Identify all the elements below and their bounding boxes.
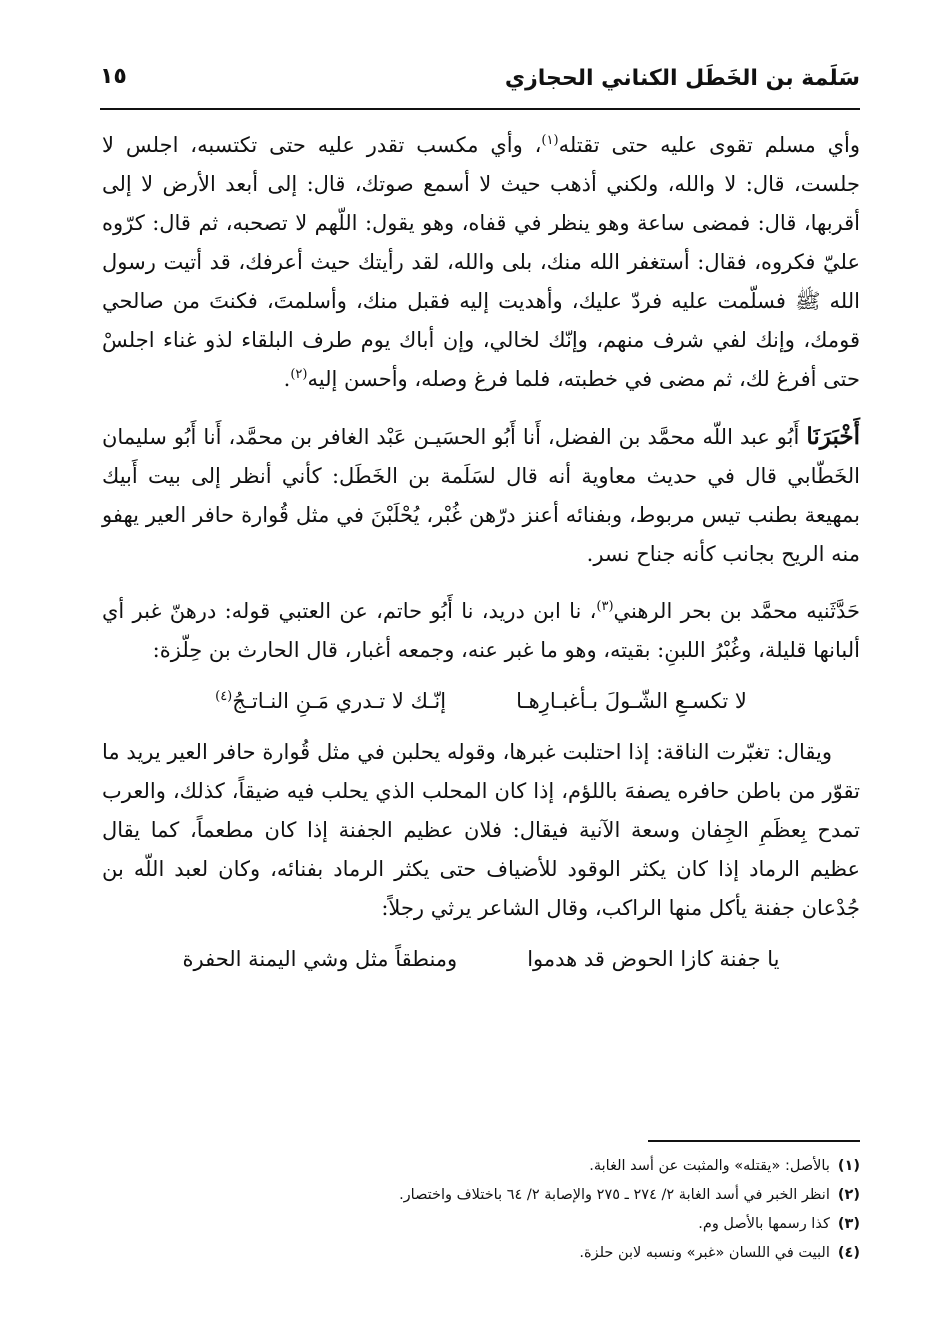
paragraph-3 [102, 592, 860, 670]
main-text [102, 126, 860, 991]
verse-1 [102, 682, 860, 721]
footnote-1 [150, 1152, 860, 1181]
verse-2-first-hemistich: يا جفنة كازا الحوض قد هدموا [527, 947, 780, 971]
paragraph-1 [102, 126, 860, 399]
paragraph-1-end: . [283, 367, 291, 391]
footnote-2-text: انظر الخبر في أسد الغابة ٢/ ٢٧٤ ـ ٢٧٥ والإصابة ٢/ ٦٤ باختلاف واختصار. [399, 1187, 830, 1203]
paragraph-4: ويقال: تغبّرت الناقة: إذا احتلبت غبرها، وقوله يحلبن في مثل قُوارة حافر العير يريد ما تقوّر من باطن حافره يصفهَ باللؤم، إذا كان المحلب الذي يحلب فيه ضيقاً، كذلك، والعرب تمدح بِعظَمِ الجِفان وسعة الآنية فيقال: فلان عظيم الجفنة إذا كان مطعماً، كما يقال عظيم الرماد إذا كان يكثر الوقود للأضياف حتى يكثر الرماد بفنائه، وكان لعبد اللّه بن جُدْعان جفنة يأكل منها الراكب، وقال الشاعر يرثي رجلاً: [102, 740, 860, 920]
paragraph-3-text-cont: ، نا ابن دريد، نا أَبُو حاتم، عن العتبي قوله: درهنّ غبر أي ألبانها قليلة، وغُبْرُ اللبنِ: بقيته، وهو ما غبر عنه، وجمعه أغبار، قال الحارث بن حِلّزة: [102, 599, 860, 662]
footnote-ref-3: (٣) [596, 599, 614, 614]
verse-2-second-hemistich: ومنطقاً مثل وشي اليمنة الحفرة [182, 947, 458, 971]
footnote-1-number: (١) [837, 1158, 860, 1174]
footnote-2-number: (٢) [837, 1187, 860, 1203]
page-number: ١٥ [100, 64, 127, 89]
verse-1-second-hemistich [215, 682, 446, 721]
paragraph-1-text-cont: ، وأي مكسب تقدر عليه حتى تكتسبه، اجلس لا جلست، قال: لا والله، ولكني أذهب حيث لا أسمع صوتك، قال: إلى أبعد الأرض لا إلى أقربها، قال: فمضى ساعة وهو ينظر في قفاه، وهو يقول: اللّهم لا تصحبه، ثم قال: كرّوه عليّ فكروه، فقال: أستغفر الله منك، بلى والله، لقد رأيتك حيث أعرفك، قد أتيت رسول الله ﷺ فسلّمت عليه فردّ عليك، وأهديت إليه فقبل منك، وأسلمتَ، فكنتَ من صالحي قومك، وإنك لفي شرف منهم، وإنّك لخالي، وإن أباك يوم طرف البلقاء لذو غناء اجلسْ حتى أفرغ لك، ثم مضى في خطبته، فلما فرغ وصله، وأحسن إليه [102, 133, 860, 391]
footnote-1-text: بالأصل: «يقتله» والمثبت عن أسد الغابة. [589, 1158, 830, 1174]
page-header [100, 62, 860, 102]
header-rule [100, 108, 860, 110]
paragraph-2-lead: أَخْبَرَنَا [806, 423, 860, 450]
footnote-4-text: البيت في اللسان «غبر» ونسبه لابن حلزة. [579, 1245, 830, 1261]
verse-1-first-hemistich: لا تكسـعِ الشّـولَ بـأغبـارِهـا [516, 689, 747, 713]
footnotes [150, 1152, 860, 1268]
footnote-4 [150, 1239, 860, 1268]
paragraph-1-text: وأي مسلم تقوى عليه حتى تقتله [558, 133, 860, 157]
paragraph-2 [102, 417, 860, 574]
paragraph-2-text: أَبُو عبد اللّه محمَّد بن الفضل، أَنا أَبُو الحسَيـن عَبْد الغافر بن محمَّد، أَنا أَبُو سليمان الخَطّابي قال في حديث معاوية أنه قال لسَلَمة بن الخَطَل: كأني أنظر إلى بيت أَبيك بمهيعة بطنب تيس مربوط، وبفنائه أعنز درّهن غُبْر، يُحْلَبْنَ في مثل قُوارة حافر العير يهفو منه الريح بجانب كأنه جناح نسر. [102, 425, 860, 566]
footnote-ref-2: (٢) [290, 367, 308, 382]
footnote-ref-4: (٤) [215, 689, 233, 704]
footnote-2 [150, 1181, 860, 1210]
footnote-4-number: (٤) [837, 1245, 860, 1261]
verse-1-second-text: إنّـك لا تـدري مَـنِ النـاتـجُ [232, 689, 447, 713]
footnote-ref-1: (١) [541, 133, 559, 148]
paragraph-3-text: حَدَّثَنيه محمَّد بن بحر الرهني [613, 599, 860, 623]
running-title: سَلَمة بن الخَطَل الكناني الحجازي [504, 66, 860, 91]
verse-2 [102, 940, 860, 979]
footnote-rule [648, 1140, 860, 1142]
footnote-3-number: (٣) [837, 1216, 860, 1232]
footnote-3 [150, 1210, 860, 1239]
footnote-3-text: كذا رسمها بالأصل وم. [698, 1216, 830, 1232]
